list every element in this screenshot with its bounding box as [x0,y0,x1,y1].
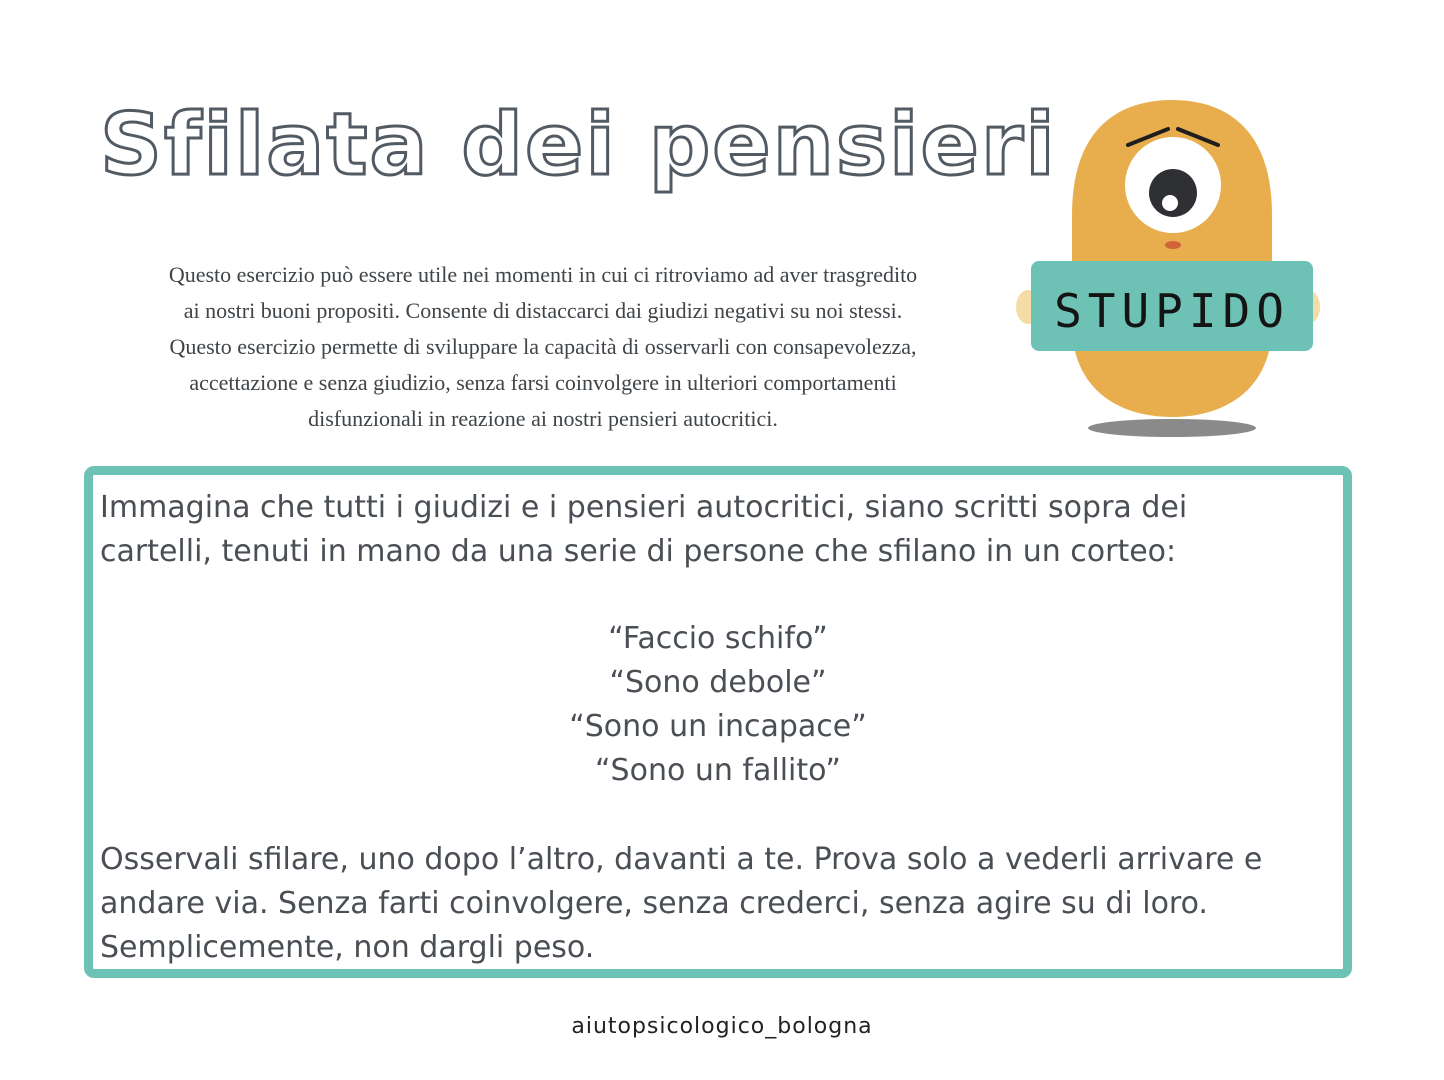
sad-monster-illustration [1010,95,1330,445]
exercise-closing-line: andare via. Senza farti coinvolgere, senza crederci, senza agire su di loro. [100,886,1208,921]
thought-quote: “Faccio schifo” [608,621,828,656]
exercise-intro-line: cartelli, tenuti in mano da una serie di persone che sfilano in un corteo: [100,534,1177,569]
exercise-closing-line: Osservali sfilare, uno dopo l’altro, davanti a te. Prova solo a vederli arrivare e [100,842,1263,877]
intro-line: Questo esercizio può essere utile nei momenti in cui ci ritroviamo ad aver trasgredito [168,262,918,287]
exercise-intro [100,486,1340,574]
thought-quote: “Sono un incapace” [569,709,867,744]
exercise-closing [100,838,1340,970]
intro-paragraph [78,257,1008,437]
exercise-intro-line: Immagina che tutti i giudizi e i pensieri autocritici, siano scritti sopra dei [100,490,1188,525]
page-title: Sfilata dei pensieri [100,95,1057,195]
sign-text: STUPIDO [1054,284,1290,338]
exercise-closing-line: Semplicemente, non dargli peso. [100,930,595,965]
monster-eye-highlight [1162,195,1178,211]
thought-quotes-list [84,617,1352,793]
monster-mouth [1165,241,1181,249]
footer-handle: aiutopsicologico_bologna [571,1014,873,1039]
intro-line: accettazione e senza giudizio, senza farsi coinvolgere in ulteriori comportamenti [189,370,897,395]
thought-quote: “Sono un fallito” [595,753,841,788]
thought-quote: “Sono debole” [609,665,827,700]
intro-line: Questo esercizio permette di sviluppare la capacità di osservarli con consapevolezza, [169,334,917,359]
intro-line: disfunzionali in reazione ai nostri pensieri autocritici. [308,406,778,431]
monster-shadow [1088,419,1256,437]
intro-line: ai nostri buoni propositi. Consente di distaccarci dai giudizi negativi su noi stessi. [183,298,903,323]
